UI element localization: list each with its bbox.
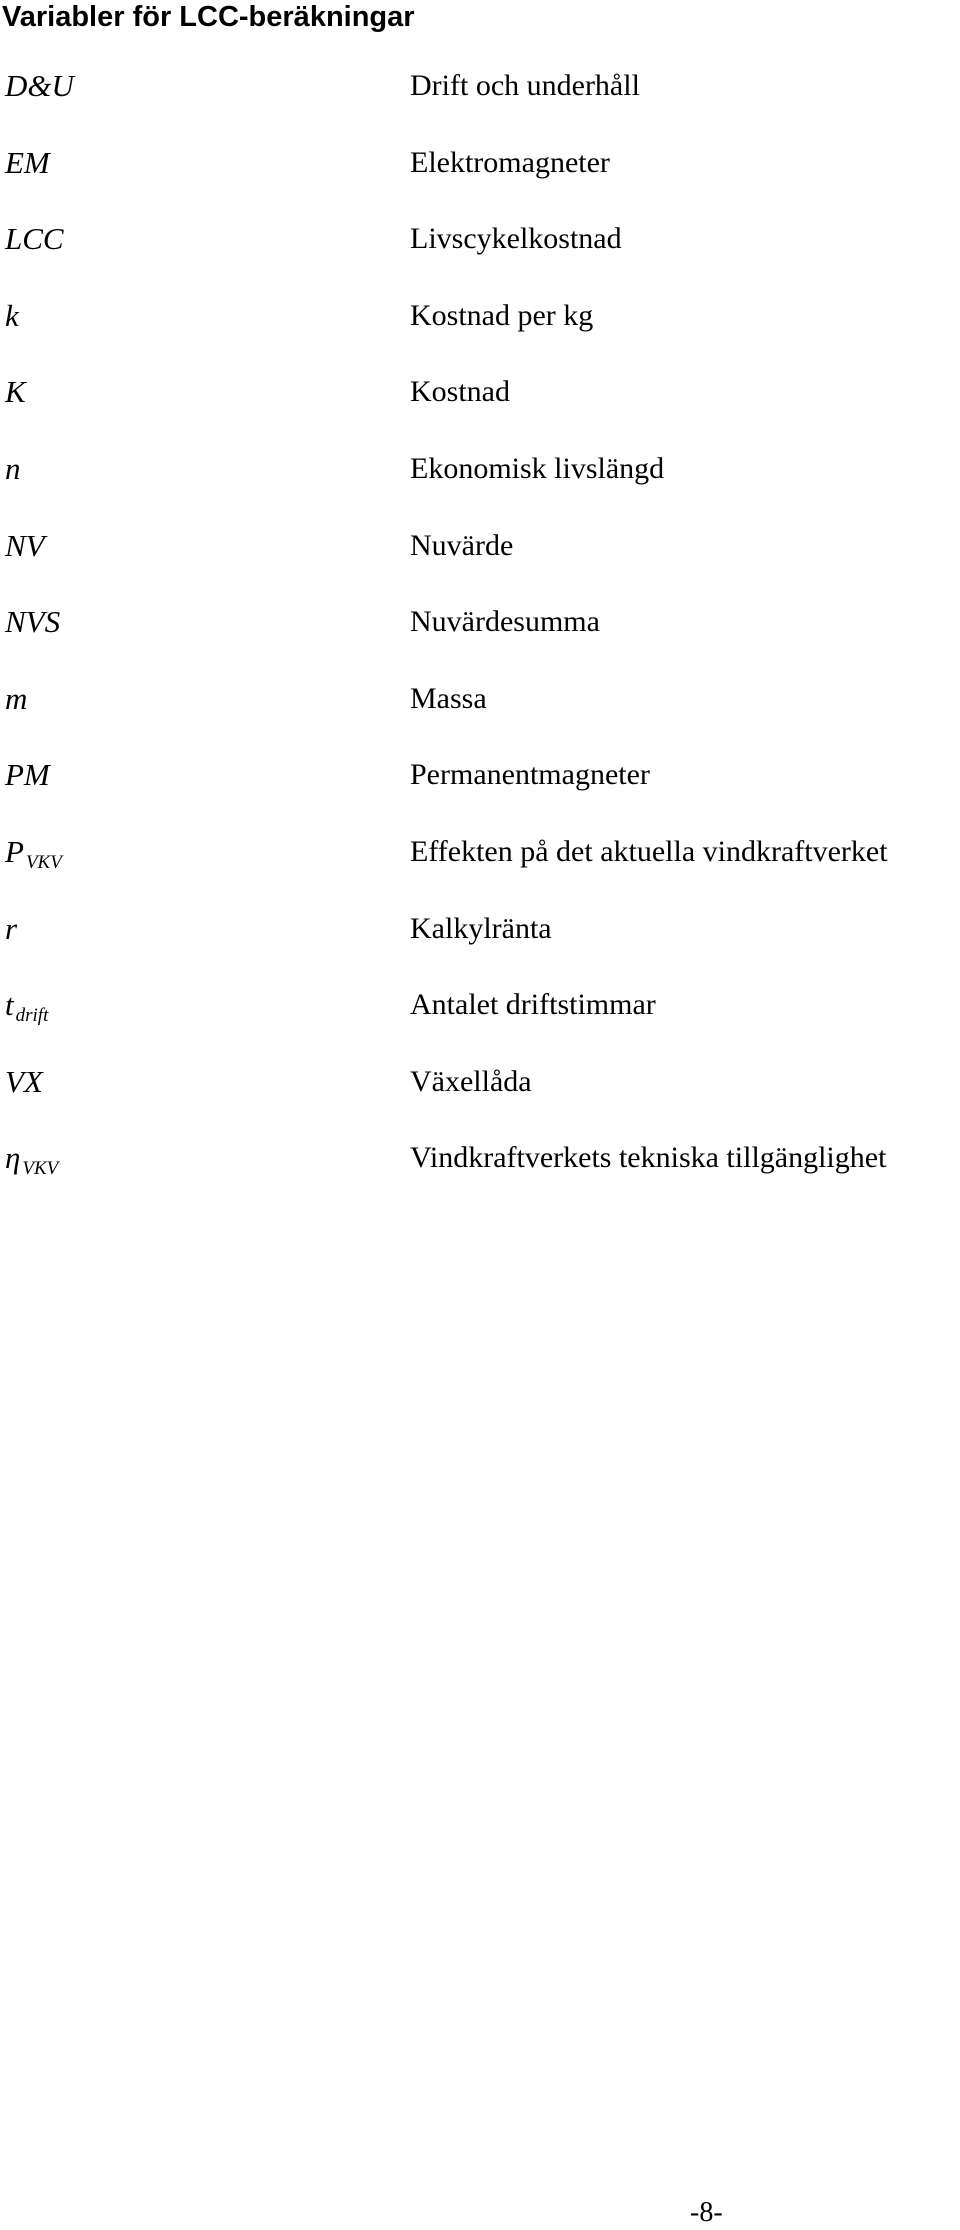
variable-description: Permanentmagneter	[410, 758, 650, 792]
variable-description: Nuvärdesumma	[410, 605, 600, 639]
variable-description: Vindkraftverkets tekniska tillgänglighet	[410, 1141, 887, 1175]
variable-row-k-lower	[0, 296, 960, 373]
variable-row-p-vkv	[0, 832, 960, 909]
variable-symbol	[5, 985, 48, 1030]
variable-row-nvs	[0, 602, 960, 679]
symbol-main: VX	[5, 1063, 43, 1099]
variable-description: Elektromagneter	[410, 145, 610, 179]
symbol-subscript: VKV	[22, 1158, 59, 1180]
variable-row-pm	[0, 755, 960, 832]
symbol-main: η	[5, 1140, 21, 1176]
symbol-main: P	[5, 833, 24, 869]
symbol-main: EM	[5, 144, 50, 180]
variable-row-eta-vkv	[0, 1138, 960, 1215]
variable-row-r	[0, 909, 960, 986]
variable-symbol	[5, 679, 29, 724]
symbol-subscript: drift	[15, 1005, 49, 1027]
variable-description: Massa	[410, 681, 487, 715]
variable-row-lcc	[0, 219, 960, 296]
variable-symbol	[5, 143, 52, 188]
variable-row-du	[0, 66, 960, 143]
variable-symbol	[5, 66, 76, 111]
symbol-main: k	[5, 297, 19, 333]
symbol-main: m	[5, 680, 28, 716]
symbol-main: LCC	[5, 221, 64, 257]
variable-row-n	[0, 449, 960, 526]
variable-description: Ekonomisk livslängd	[410, 451, 665, 485]
variable-symbol	[5, 1062, 45, 1107]
symbol-main: NV	[5, 527, 45, 563]
variable-description: Livscykelkostnad	[410, 222, 622, 256]
page-title: Variabler för LCC-beräkningar	[2, 1, 415, 33]
variable-symbol	[5, 1138, 58, 1183]
variable-description: Drift och underhåll	[410, 69, 640, 102]
variable-description: Kostnad	[410, 375, 510, 409]
variable-row-nv	[0, 526, 960, 603]
symbol-main: PM	[5, 757, 50, 793]
variable-description: Effekten på det aktuella vindkraftverket	[410, 834, 888, 868]
variable-symbol	[5, 832, 62, 877]
variable-symbol	[5, 296, 21, 341]
symbol-main: r	[5, 910, 18, 946]
variable-description: Kalkylränta	[410, 911, 552, 945]
symbol-main: n	[5, 450, 21, 486]
variable-symbol	[5, 372, 28, 417]
symbol-main: t	[5, 987, 14, 1023]
variable-row-t-drift	[0, 985, 960, 1062]
variable-row-em	[0, 143, 960, 220]
variable-symbol	[5, 449, 23, 494]
variable-description: Nuvärde	[410, 528, 514, 562]
variable-symbol	[5, 909, 19, 954]
variable-symbol	[5, 755, 52, 800]
variable-description: Kostnad per kg	[410, 298, 594, 332]
variable-description: Växellåda	[410, 1064, 532, 1098]
variable-symbol	[5, 602, 62, 647]
variable-symbol	[5, 526, 47, 571]
variable-row-k-upper	[0, 372, 960, 449]
variable-description: Antalet driftstimmar	[410, 988, 656, 1022]
symbol-subscript: VKV	[25, 851, 62, 873]
symbol-main: D&U	[5, 68, 74, 103]
variable-row-m	[0, 679, 960, 756]
variable-symbol	[5, 219, 66, 264]
variable-row-vx	[0, 1062, 960, 1139]
symbol-main: K	[5, 374, 26, 410]
page-number: -8-	[690, 2197, 723, 2228]
symbol-main: NVS	[5, 604, 61, 640]
variable-list	[0, 66, 960, 1215]
